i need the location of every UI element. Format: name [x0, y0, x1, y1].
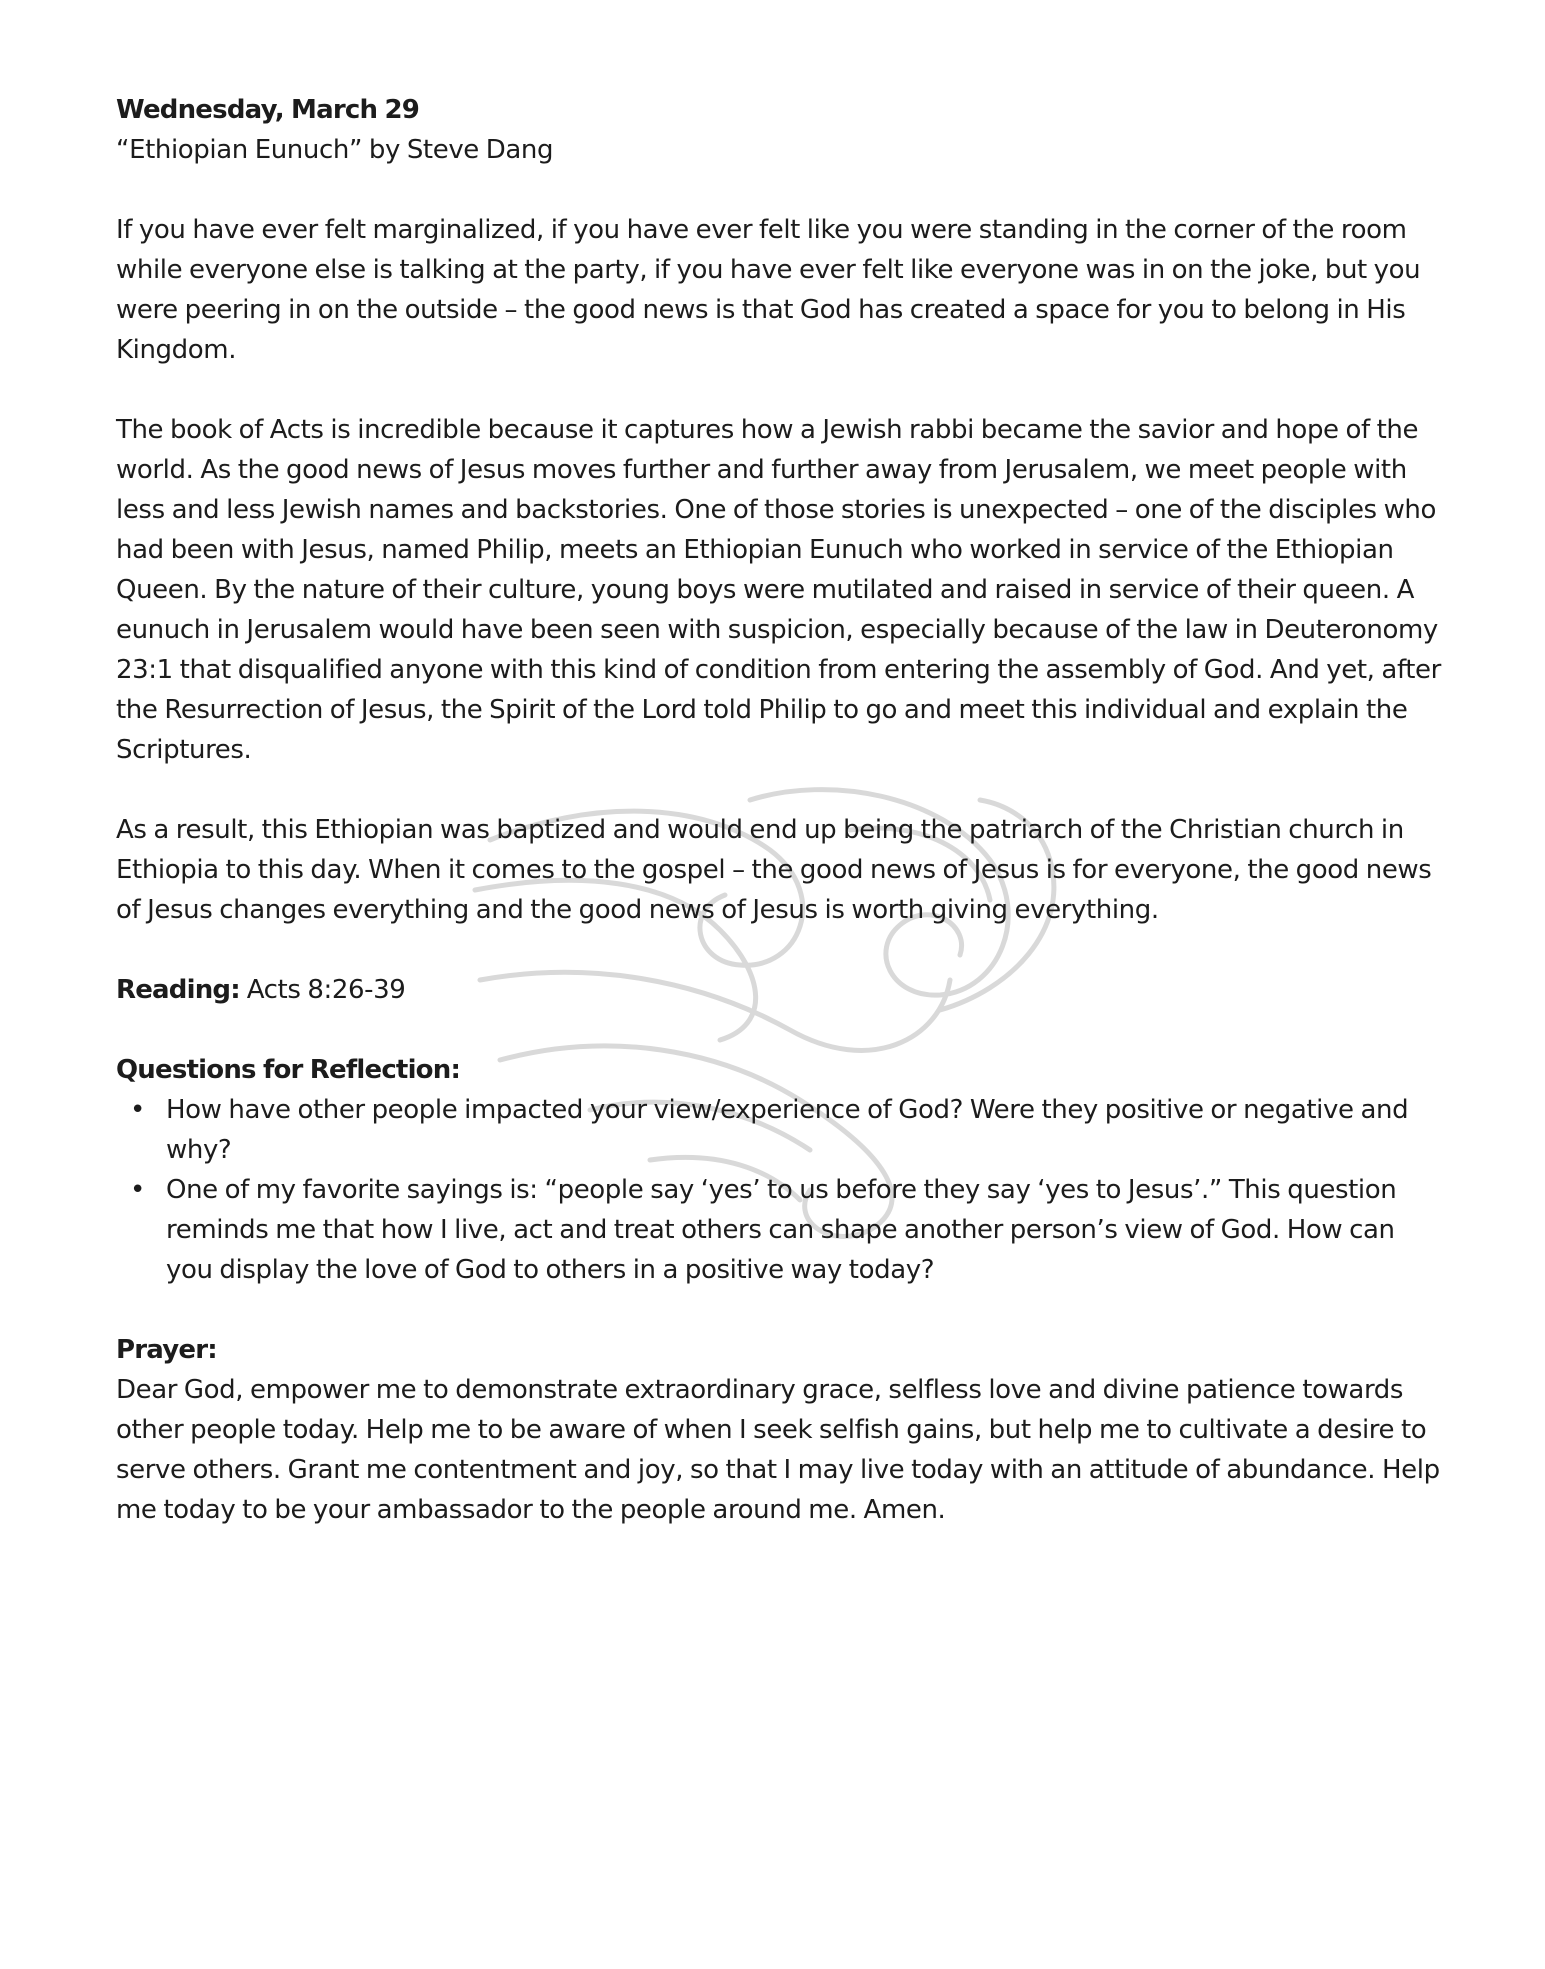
body-paragraph-3: As a result, this Ethiopian was baptized and would end up being the patriarch of the Christian church in Ethiopia to this day. When it comes to the gospel – the good news of Jesus is for everyone, the good news of Jesus changes everything and the good news of Jesus is worth giving everything.	[116, 815, 1432, 925]
question-item	[116, 1090, 1446, 1170]
prayer-text: Dear God, empower me to demonstrate extraordinary grace, selfless love and divine patience towards other people today. Help me to be aware of when I seek selfish gains, but help me to cultivate a desire to serve others. Grant me contentment and joy, so that I may live today with an attitude of abundance. Help me today to be your ambassador to the people around me. Amen.	[116, 1375, 1440, 1525]
reading-line	[116, 970, 1446, 1010]
reading-label: Reading:	[116, 975, 240, 1005]
devotional-page	[116, 90, 1446, 1530]
bullet-icon: •	[130, 1175, 145, 1205]
bullet-icon: •	[130, 1095, 145, 1125]
page-date-heading: Wednesday, March 29	[116, 95, 420, 125]
body-paragraph-2: The book of Acts is incredible because it captures how a Jewish rabbi became the savior and hope of the world. As the good news of Jesus moves further and further away from Jerusalem, we meet people with less and less Jewish names and backstories. One of those stories is unexpected – one of the disciples who had been with Jesus, named Philip, meets an Ethiopian Eunuch who worked in service of the Ethiopian Queen. By the nature of their culture, young boys were mutilated and raised in service of their queen. A eunuch in Jerusalem would have been seen with suspicion, especially because of the law in Deuteronomy 23:1 that disqualified anyone with this kind of condition from entering the assembly of God. And yet, after the Resurrection of Jesus, the Spirit of the Lord told Philip to go and meet this individual and explain the Scriptures.	[116, 415, 1441, 765]
body-paragraph-1: If you have ever felt marginalized, if you have ever felt like you were standing in the corner of the room while everyone else is talking at the party, if you have ever felt like everyone was in on the joke, but you were peering in on the outside – the good news is that God has created a space for you to belong in His Kingdom.	[116, 215, 1421, 365]
questions-heading: Questions for Reflection:	[116, 1055, 461, 1085]
question-text: One of my favorite sayings is: “people say ‘yes’ to us before they say ‘yes to Jesus’.” This question reminds me that how I live, act and treat others can shape another person’s view of God. How can you display the love of God to others in a positive way today?	[166, 1175, 1397, 1285]
prayer-heading: Prayer:	[116, 1335, 217, 1365]
question-text: How have other people impacted your view/experience of God? Were they positive or negative and why?	[166, 1095, 1409, 1165]
questions-list	[116, 1090, 1446, 1290]
devotional-subtitle: “Ethiopian Eunuch” by Steve Dang	[116, 135, 554, 165]
reading-reference: Acts 8:26-39	[239, 975, 406, 1005]
question-item	[116, 1170, 1446, 1290]
